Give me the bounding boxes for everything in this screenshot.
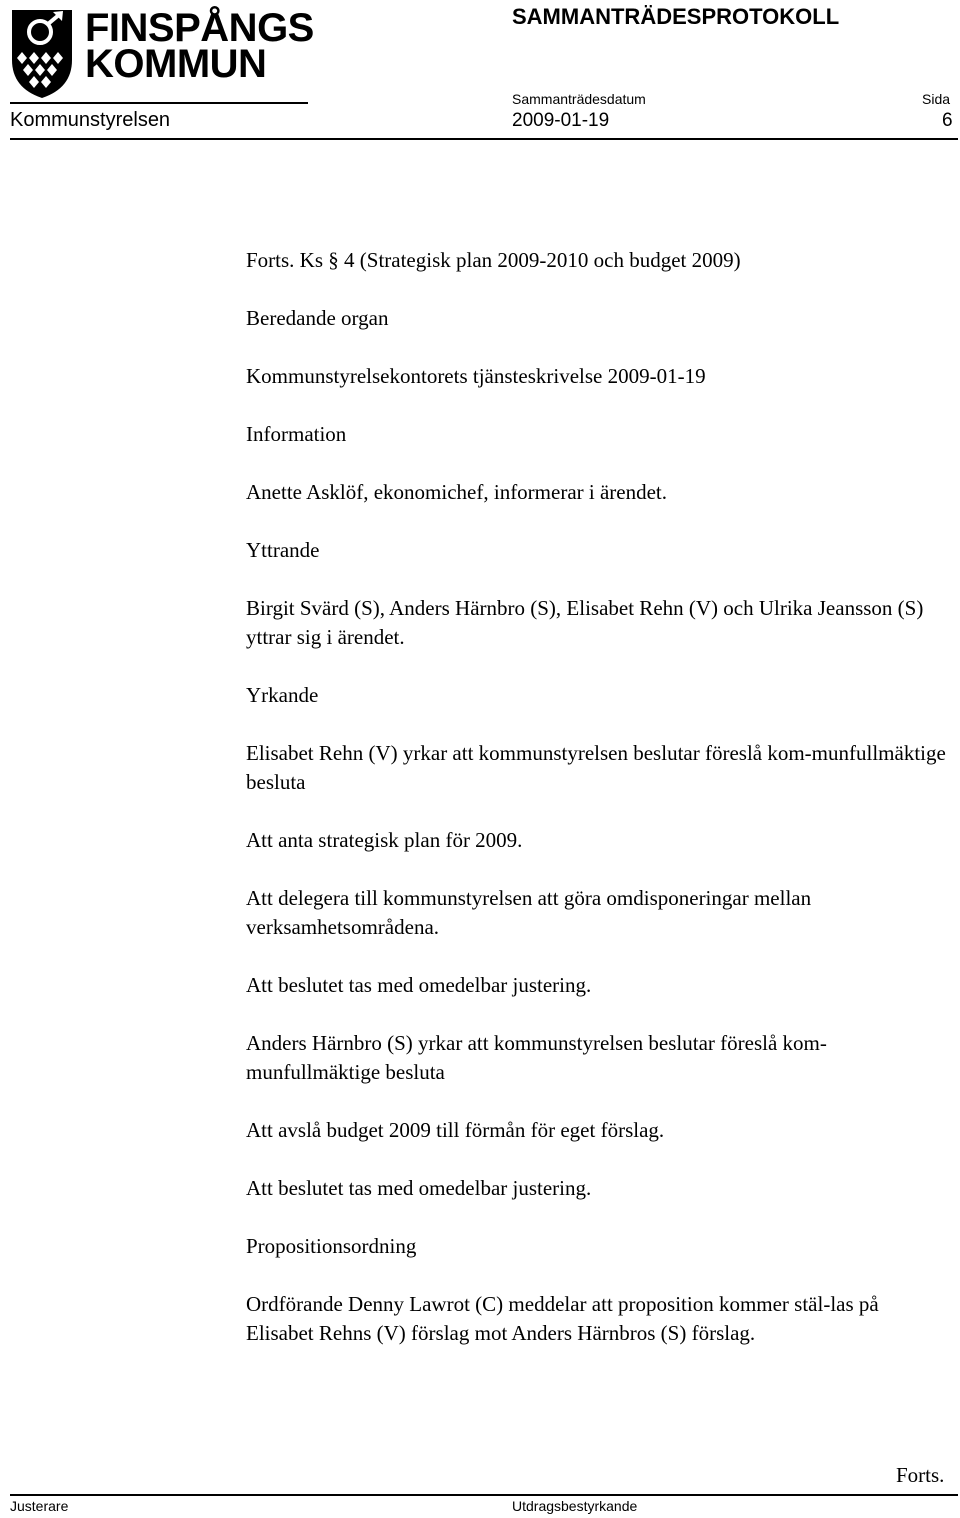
logo-line-1: FINSPÅNGS [85,6,314,50]
footer-rule [10,1494,958,1496]
municipality-logo [10,6,314,102]
paragraph: Anders Härnbro (S) yrkar att kommunstyrelsen beslutar föreslå kom-munfullmäktige besluta [246,1031,827,1084]
section-heading: Propositionsordning [246,1234,417,1258]
paragraph: Kommunstyrelsekontorets tjänsteskrivelse 2009-01-19 [246,364,706,388]
paragraph: Att beslutet tas med omedelbar justering. [246,1176,592,1200]
logo-underline [10,102,308,104]
paragraph: Att avslå budget 2009 till förmån för eget förslag. [246,1118,665,1142]
header-rule [10,138,958,140]
page-number: 6 [942,110,953,131]
paragraph: Att delegera till kommunstyrelsen att göra omdisponeringar mellan verksamhetsområdena. [246,886,812,939]
date-label: Sammanträdesdatum [512,91,646,107]
logo-line-2: KOMMUN [85,42,267,86]
paragraph: Ordförande Denny Lawrot (C) meddelar att proposition kommer stäl-las på Elisabet Rehns (V) förslag mot Anders Härnbros (S) förslag. [246,1292,879,1345]
coat-of-arms-icon [10,8,74,100]
page-label: Sida [922,91,951,107]
extract-label: Utdragsbestyrkande [512,1498,638,1514]
logo-wordmark [85,6,314,86]
section-heading: Information [246,422,347,446]
justerare-label: Justerare [10,1498,69,1514]
paragraph: Att beslutet tas med omedelbar justering. [246,973,592,997]
paragraph: Att anta strategisk plan för 2009. [246,828,523,852]
document-type: SAMMANTRÄDESPROTOKOLL [512,4,840,29]
date-value: 2009-01-19 [512,110,610,131]
department-name: Kommunstyrelsen [10,109,171,131]
continued-marker: Forts. [896,1463,945,1487]
section-heading: Yrkande [246,683,319,707]
section-heading: Beredande organ [246,306,389,330]
document-body [246,246,946,1348]
paragraph: Birgit Svärd (S), Anders Härnbro (S), Elisabet Rehn (V) och Ulrika Jeansson (S) yttrar sig i ärendet. [246,596,924,649]
paragraph: Elisabet Rehn (V) yrkar att kommunstyrelsen beslutar föreslå kom-munfullmäktige besluta [246,741,946,794]
section-title: Forts. Ks § 4 (Strategisk plan 2009-2010 och budget 2009) [246,248,741,272]
paragraph: Anette Asklöf, ekonomichef, informerar i ärendet. [246,480,668,504]
section-heading: Yttrande [246,538,320,562]
